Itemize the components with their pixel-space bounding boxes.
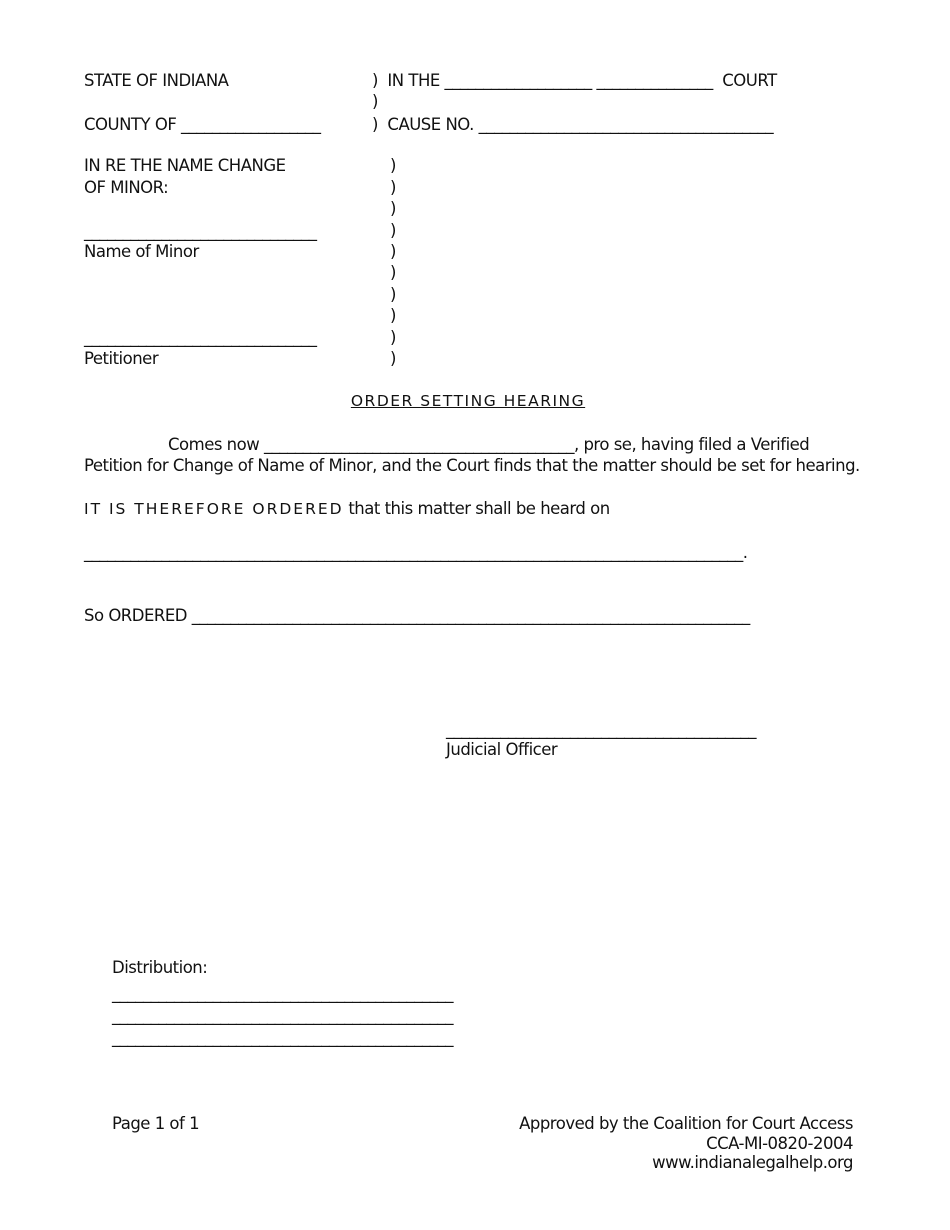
- in-re-heading: IN RE THE NAME CHANGE: [84, 156, 286, 175]
- state-label: STATE OF INDIANA: [84, 71, 229, 90]
- so-ordered-line: So ORDERED ________________________________________________________________________: [84, 606, 750, 625]
- ordered-rest: that this matter shall be heard on: [343, 499, 610, 518]
- caption-paren: ): [390, 221, 396, 240]
- signature-label: Judicial Officer: [446, 740, 558, 759]
- distribution-line: ____________________________________________: [112, 1028, 453, 1047]
- petition-line: Petition for Change of Name of Minor, and the Court finds that the matter should be set for hearing.: [84, 456, 860, 475]
- caption-paren: ): [390, 178, 396, 197]
- approval-note: Approved by the Coalition for Court Access: [519, 1114, 853, 1133]
- minor-name-label: Name of Minor: [84, 242, 199, 261]
- caption-paren: ): [390, 349, 396, 368]
- page-number: Page 1 of 1: [112, 1114, 200, 1133]
- ordered-sentence: [84, 498, 610, 520]
- distribution-label: Distribution:: [112, 958, 208, 977]
- minor-name-blank: ______________________________: [84, 222, 317, 241]
- caption-paren: ): [390, 306, 396, 325]
- website-link[interactable]: www.indianalegalhelp.org: [652, 1153, 853, 1172]
- caption-paren: ): [390, 263, 396, 282]
- ordered-prefix: IT IS THEREFORE ORDERED: [84, 500, 344, 518]
- caption-paren: ): [390, 156, 396, 175]
- distribution-line: ____________________________________________: [112, 1006, 453, 1025]
- form-id: CCA-MI-0820-2004: [706, 1134, 853, 1153]
- caption-paren: ): [390, 285, 396, 304]
- petitioner-label: Petitioner: [84, 349, 159, 368]
- court-line: ) IN THE ___________________ _______________ COURT: [372, 71, 777, 90]
- caption-paren: ): [390, 328, 396, 347]
- petitioner-blank: ______________________________: [84, 328, 317, 347]
- comes-now-line: Comes now ________________________________________, pro se, having filed a Verified: [168, 435, 810, 454]
- distribution-line: ____________________________________________: [112, 984, 453, 1003]
- caption-paren: ): [390, 242, 396, 261]
- signature-blank: ________________________________________: [446, 720, 756, 739]
- caption-paren: ): [390, 199, 396, 218]
- caption-paren: ): [372, 92, 378, 111]
- in-re-heading-2: OF MINOR:: [84, 178, 169, 197]
- cause-number-line: ) CAUSE NO. ______________________________________: [372, 115, 774, 134]
- page-title: ORDER SETTING HEARING: [350, 392, 586, 410]
- hearing-date-blank: _____________________________________________________________________________________.: [84, 543, 748, 562]
- county-line: COUNTY OF __________________: [84, 115, 321, 134]
